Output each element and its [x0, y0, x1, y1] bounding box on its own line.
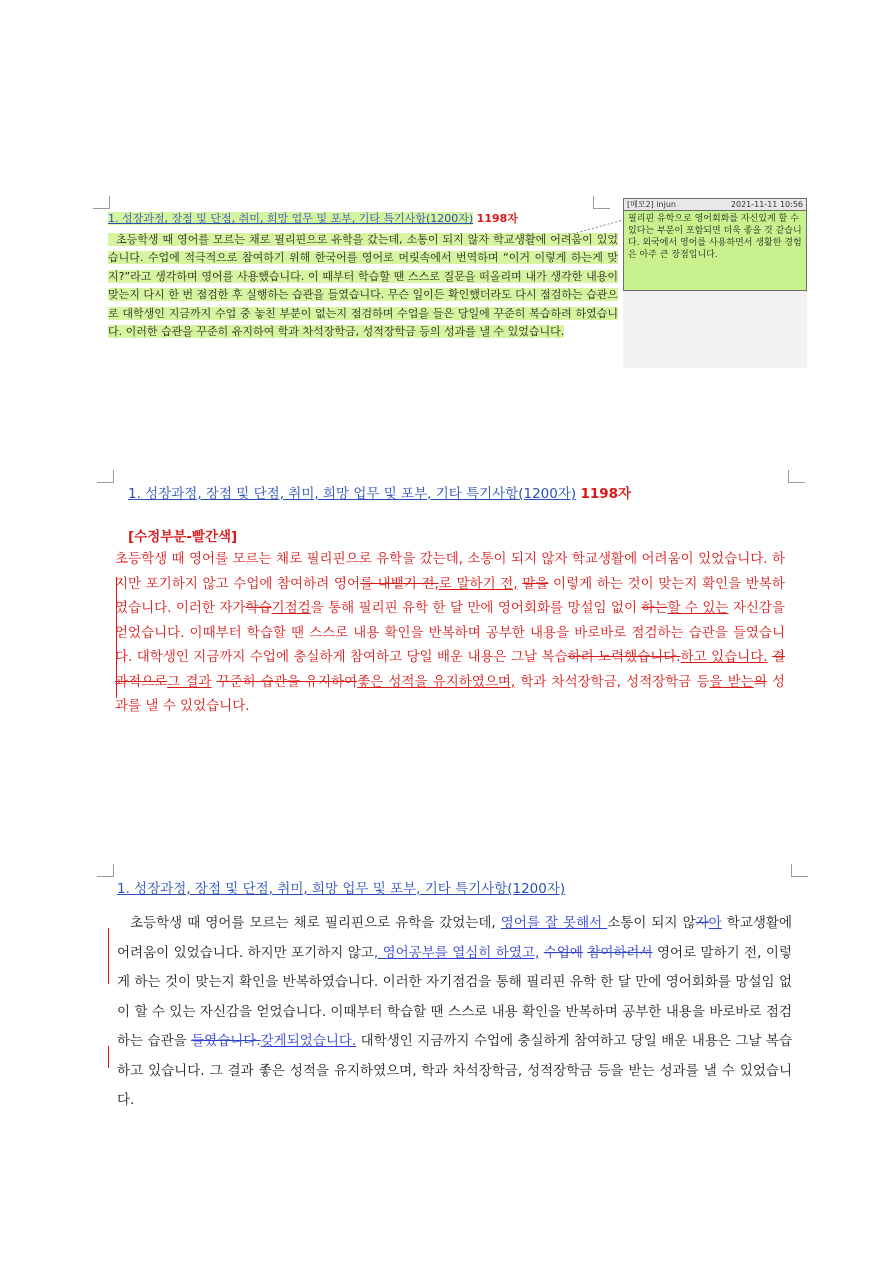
text-run: 성과를 낼 수 있었습니다. [115, 673, 785, 714]
text-run: 학과 차석장학금, 성적장학금 등 [515, 673, 710, 690]
text-run: 할 수 있는 [667, 600, 729, 616]
tracked-changes-draft [117, 877, 792, 1116]
text-run: 들였습니다. [191, 1033, 261, 1049]
question-heading: 1. 성장과정, 장점 및 단점, 취미, 희망 업무 및 포부, 기타 특기사항(1200자) 1198자 [108, 212, 518, 225]
memo-text: 필리핀 유학으로 영어회화를 자신있게 할 수 있다는 부분이 포함되면 더욱 좋을 것 같습니다. 외국에서 영어를 사용하면서 생활한 경험은 아주 큰 장점입니다. [628, 214, 802, 260]
text-run: 을 받는 [709, 673, 754, 690]
text-run: 하려 노력했습니다. [567, 649, 681, 665]
memo-header [624, 199, 806, 211]
text-run: 꾸준히 습관을 유지하여 [216, 673, 358, 690]
text-run: 를 내뱉기 전, [359, 575, 439, 592]
revision-label: [수정부분-빨간색] [128, 529, 238, 545]
text-run: 말을 [522, 575, 549, 592]
crop-mark [93, 196, 110, 209]
tracked-paragraph [117, 909, 792, 1116]
revision-draft [115, 482, 785, 719]
memo-balloon[interactable] [623, 198, 807, 291]
text-run: 수업에 [543, 944, 583, 961]
text-run: 참여하려서 [587, 944, 653, 961]
text-run: 초등학생 때 영어를 모르는 채로 필리핀으로 유학을 갔는데, 소통이 되지 않자 학교생활에 어려움이 있었습니다. 수업에 적극적으로 참여하기 위해 한국어를 영어로 머릿속에서 번역하며 “이거 이렇게 하는게 맞지?”라고 생각하며 영어를 사용했습니다. 이 때부터 학습할 땐 스스로 질문을 떠올리며 내가 생각한 내용이 맞는지 다시 한 번 점검한 후 실행하는 습관을 들였습니다. 무슨 일이든 확인했더라도 다시 점검하는 습관으로 대학생인 지금까지 수업 중 놓친 부분이 없는지 점검하며 수업을 들은 당일에 꾸준히 복습하려 하였습니다. 이러한 습관을 꾸준히 유지하여 학과 차석장학금, 성적장학금 등의 성과를 낼 수 있었습니다. [108, 232, 618, 338]
original-paragraph [108, 231, 618, 342]
text-run: 자신감을 얻었습니다. 이때부터 학습할 땐 스스로 내용 확인을 반복하며 공부한 내용을 바로바로 점검하는 습관을 들였습니다. 대학생인 지금까지 수업에 충실하게 참여하고 당일 배운 내용은 그날 복습 [115, 600, 785, 665]
text-run: 소통이 되지 않 [607, 915, 696, 931]
text-run: 결과적으로 [115, 649, 785, 690]
text-run: 의 [753, 673, 767, 690]
question-heading: 1. 성장과정, 장점 및 단점, 취미, 희망 업무 및 포부, 기타 특기사항(1200자) [117, 881, 566, 897]
text-run: 을 통해 필리핀 유학 한 달 만에 영어회화를 망설임 없이 [310, 600, 642, 616]
text-run: 초등학생 때 영어를 모르는 채로 필리핀으로 유학을 갔었는데, [130, 915, 501, 931]
memo-author: [메모2] injun [627, 200, 676, 209]
text-run: 아 [708, 915, 722, 931]
crop-mark [97, 470, 114, 483]
change-bar [108, 928, 109, 984]
text-run: 자 [695, 915, 709, 931]
memo-margin [623, 290, 807, 368]
memo-leader-line [565, 218, 625, 238]
crop-mark [788, 470, 805, 483]
text-run: 영어로 말하기 전, 이렇게 하는 것이 맞는지 확인을 반복하였습니다. 이러한 자기점검을 통해 필리핀 유학 한 달 만에 영어회화를 망설임 없이 할 수 있는 자신감을 얻었습니다. 이때부터 학습할 땐 스스로 내용 확인을 반복하며 공부한 내용을 바로바로 점검하는 습관을 [117, 944, 793, 1049]
text-run: 갖게되었습니다. [260, 1033, 357, 1049]
revision-paragraph [115, 547, 785, 719]
text-run: 이렇게 하는 것이 맞는지 확인을 반복하였습니다. 이러한 자가 [115, 575, 785, 616]
change-bar [108, 1046, 109, 1068]
question-heading: 1. 성장과정, 장점 및 단점, 취미, 희망 업무 및 포부, 기타 특기사항(1200자) 1198자 [128, 486, 632, 502]
text-run: 학습 [245, 600, 272, 616]
text-run: 로 말하기 전, [438, 575, 518, 592]
text-run: 영어를 잘 못해서 [500, 915, 608, 931]
memo-date: 2021-11-11 10:56 [730, 200, 803, 209]
text-run: 그 결과 [167, 673, 212, 690]
text-run: 하고 있습니다. [680, 649, 768, 665]
text-run: 하는 [641, 600, 668, 616]
crop-mark [791, 864, 808, 877]
crop-mark [97, 864, 114, 877]
original-draft [108, 210, 618, 342]
text-run: 대학생인 지금까지 수업에 충실하게 참여하고 당일 배운 내용은 그날 복습하고 있습니다. 그 결과 좋은 성적을 유지하였으며, 학과 차석장학금, 성적장학금 등을 받는 성과를 낼 수 있었습니다. [117, 1033, 792, 1108]
text-run: 학교생활에 어려움이 있었습니다. 하지만 포기하지 않고 [117, 915, 792, 961]
crop-mark [593, 196, 610, 209]
text-run: 초등학생 때 영어를 모르는 채로 필리핀으로 유학을 갔는데, 소통이 되지 않자 학교생활에 어려움이 있었습니다. 하지만 포기하지 않고 수업에 참여하려 영어 [115, 551, 785, 592]
text-run: , 영어공부를 열심히 하였고, [373, 944, 540, 961]
text-run: 기점검 [271, 600, 311, 616]
text-run: 좋은 성적을 유지하였으며, [357, 673, 516, 690]
